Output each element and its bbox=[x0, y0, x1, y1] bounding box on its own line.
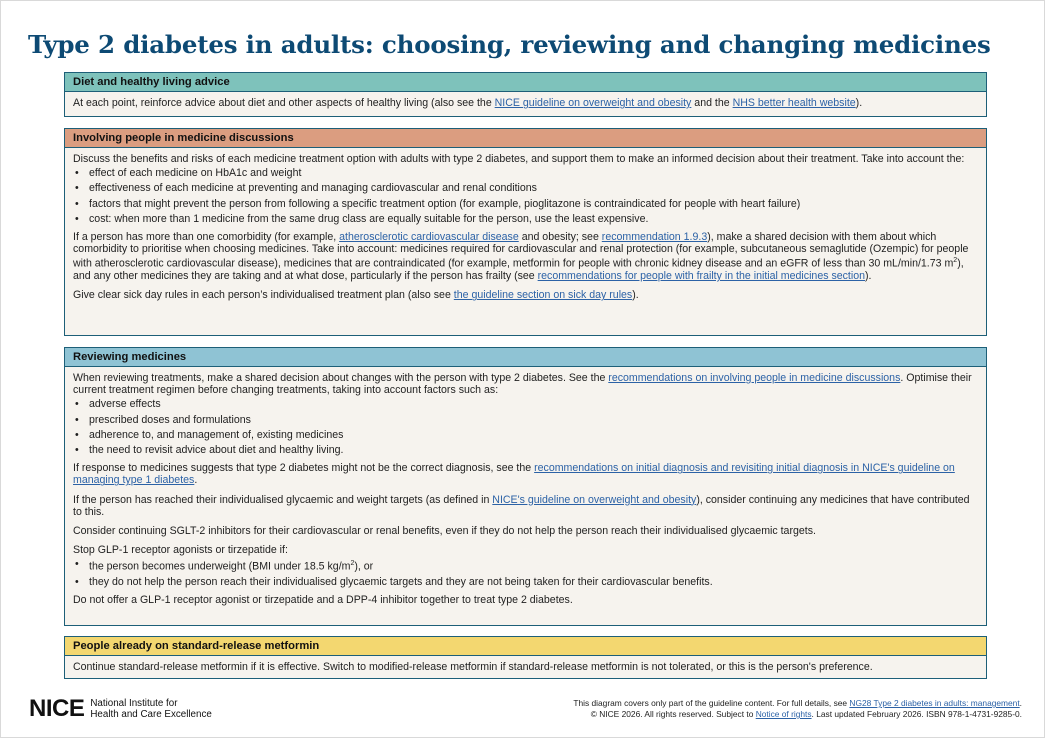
text-span: Give clear sick day rules in each person’s individualised treatment plan (also see bbox=[73, 289, 454, 302]
text-span: and obesity; see bbox=[518, 231, 602, 244]
diet-advice-heading: Diet and healthy living advice bbox=[65, 73, 986, 92]
reviewing-medicines-heading: Reviewing medicines bbox=[65, 348, 986, 367]
text-span: ), and any other medicines they are taking and at what dose, particularly if the person has frailty (see bbox=[73, 257, 964, 283]
diet-advice-body bbox=[65, 92, 986, 109]
superscript: 2 bbox=[953, 257, 958, 265]
list-item: • cost: when more than 1 medicine from the same drug class are equally suitable for the person, use the least expensive. bbox=[73, 213, 978, 225]
link-overweight-obesity-guideline[interactable]: NICE guideline on overweight and obesity bbox=[494, 97, 692, 109]
list-item: • prescribed doses and formulations bbox=[73, 414, 978, 426]
review-factor-list bbox=[73, 398, 978, 456]
reviewing-medicines-body bbox=[65, 367, 986, 607]
link-sick-day-rules[interactable]: the guideline section on sick day rules bbox=[453, 289, 633, 302]
link-involving-people-recommendations[interactable]: recommendations on involving people in medicine discussions bbox=[608, 372, 901, 384]
text-span: . bbox=[1019, 698, 1022, 708]
review-dpp4-paragraph: Do not offer a GLP-1 receptor agonist or tirzepatide and a DPP-4 inhibitor together to treat type 2 diabetes. bbox=[73, 594, 573, 607]
involve-factor-list bbox=[73, 167, 978, 225]
review-stop-intro: Stop GLP-1 receptor agonists or tirzepatide if: bbox=[73, 544, 288, 557]
diet-advice-box bbox=[64, 72, 987, 117]
link-ng28-guideline[interactable]: NG28 Type 2 diabetes in adults: management bbox=[849, 698, 1020, 708]
text-span: This diagram covers only part of the guideline content. For full details, see bbox=[573, 698, 850, 708]
review-sglt2-paragraph: Consider continuing SGLT-2 inhibitors for their cardiovascular or renal benefits, even if they do not help the person reach their individualised glycaemic targets. bbox=[73, 525, 816, 538]
list-item: • they do not help the person reach their individualised glycaemic targets and they are not being taken for their cardiovascular benefits. bbox=[73, 576, 978, 588]
text-span: At each point, reinforce advice about diet and other aspects of healthy living (also see the bbox=[73, 97, 495, 109]
link-atherosclerotic-cvd[interactable]: atherosclerotic cardiovascular disease bbox=[339, 231, 519, 244]
text-span: ), consider continuing any medicines that have contributed to this. bbox=[73, 493, 970, 518]
text-span: ). bbox=[865, 270, 872, 283]
text-span: ), make a shared decision with them about which comorbidity to prioritise when choosing medicines. Take into account: medicines required for cardiovascular and renal protection (for example, subcutaneous semaglutide (Ozempic) for people with atherosclerotic cardiovascular disease), medicines that are contraindicated (for example, metformin for people with chronic kidney disease and an eGFR of less than 30 mL/min/1.73 m bbox=[73, 231, 969, 270]
text-span: If the person has reached their individualised glycaemic and weight targets (as defined in bbox=[73, 493, 493, 506]
list-item: • the need to revisit advice about diet and healthy living. bbox=[73, 444, 978, 456]
text-span: If a person has more than one comorbidity (for example, bbox=[73, 231, 340, 244]
link-type-1-diagnosis-recommendations[interactable]: recommendations on initial diagnosis and revisiting initial diagnosis in NICE's guideline on managing type 1 diabetes bbox=[73, 462, 955, 487]
diet-advice-text bbox=[73, 97, 978, 109]
text-span: If response to medicines suggests that type 2 diabetes might not be the correct diagnosis, see the bbox=[73, 462, 535, 475]
review-targets-paragraph bbox=[73, 494, 978, 518]
footer-note bbox=[573, 698, 1022, 720]
logo-line-2: Health and Care Excellence bbox=[90, 709, 212, 720]
list-item: • adverse effects bbox=[73, 398, 978, 410]
text-span: the person becomes underweight (BMI under 18.5 kg/m bbox=[89, 560, 351, 573]
list-item: • factors that might prevent the person from following a specific treatment option (for example, pioglitazone is contraindicated for people with heart failure) bbox=[73, 198, 978, 210]
review-intro bbox=[73, 372, 978, 396]
involve-intro: Discuss the benefits and risks of each medicine treatment option with adults with type 2 diabetes, and support them to make an informed decision about their treatment. Take into account the: bbox=[73, 153, 965, 165]
text-span: and the bbox=[691, 97, 733, 109]
involve-sick-day-paragraph bbox=[73, 289, 978, 301]
reviewing-medicines-box bbox=[64, 347, 987, 626]
text-span: ). bbox=[632, 289, 639, 302]
page-title: Type 2 diabetes in adults: choosing, reviewing and changing medicines bbox=[28, 30, 991, 59]
footer-note-line-1 bbox=[573, 698, 1022, 709]
superscript: 2 bbox=[350, 560, 355, 568]
link-nhs-better-health[interactable]: NHS better health website bbox=[732, 97, 856, 109]
logo-line-1: National Institute for bbox=[90, 698, 178, 709]
link-notice-of-rights[interactable]: Notice of rights bbox=[755, 709, 812, 719]
text-span: © NICE 2026. All rights reserved. Subject to bbox=[590, 709, 756, 719]
text-span: ). bbox=[855, 97, 863, 109]
footer-note-line-2 bbox=[573, 709, 1022, 720]
link-overweight-obesity-guideline-2[interactable]: NICE's guideline on overweight and obesity bbox=[492, 493, 697, 506]
text-span: . Optimise their current treatment regimen before changing treatments, taking into account factors such as: bbox=[73, 372, 972, 397]
list-item: • effect of each medicine on HbA1c and weight bbox=[73, 167, 978, 179]
metformin-body bbox=[65, 656, 986, 673]
metformin-text: Continue standard-release metformin if it is effective. Switch to modified-release metformin if standard-release metformin is not tolerated, or this is the person's preference. bbox=[73, 661, 873, 673]
link-recommendation-1-9-3[interactable]: recommendation 1.9.3 bbox=[601, 231, 708, 244]
involve-comorbidity-paragraph bbox=[73, 231, 978, 282]
review-diagnosis-paragraph bbox=[73, 462, 978, 486]
text-span: When reviewing treatments, make a shared decision about changes with the person with type 2 diabetes. See the bbox=[73, 372, 609, 384]
nice-logo-word: NICE bbox=[29, 695, 85, 722]
text-span: . bbox=[194, 474, 198, 487]
involving-people-box bbox=[64, 128, 987, 336]
involving-people-body bbox=[65, 148, 986, 302]
link-frailty-recommendations[interactable]: recommendations for people with frailty in the initial medicines section bbox=[537, 270, 866, 283]
involving-people-heading: Involving people in medicine discussions bbox=[65, 129, 986, 148]
text-span: . Last updated February 2026. ISBN 978-1-4731-9285-0. bbox=[811, 709, 1022, 719]
list-item: • adherence to, and management of, existing medicines bbox=[73, 429, 978, 441]
metformin-box bbox=[64, 636, 987, 679]
list-item bbox=[73, 558, 978, 573]
text-span: ), or bbox=[354, 560, 374, 573]
list-item: • effectiveness of each medicine at preventing and managing cardiovascular and renal conditions bbox=[73, 182, 978, 194]
review-stop-list bbox=[73, 558, 978, 588]
nice-logo bbox=[29, 695, 212, 722]
metformin-heading: People already on standard-release metformin bbox=[65, 637, 986, 656]
nice-logo-text bbox=[90, 698, 211, 720]
